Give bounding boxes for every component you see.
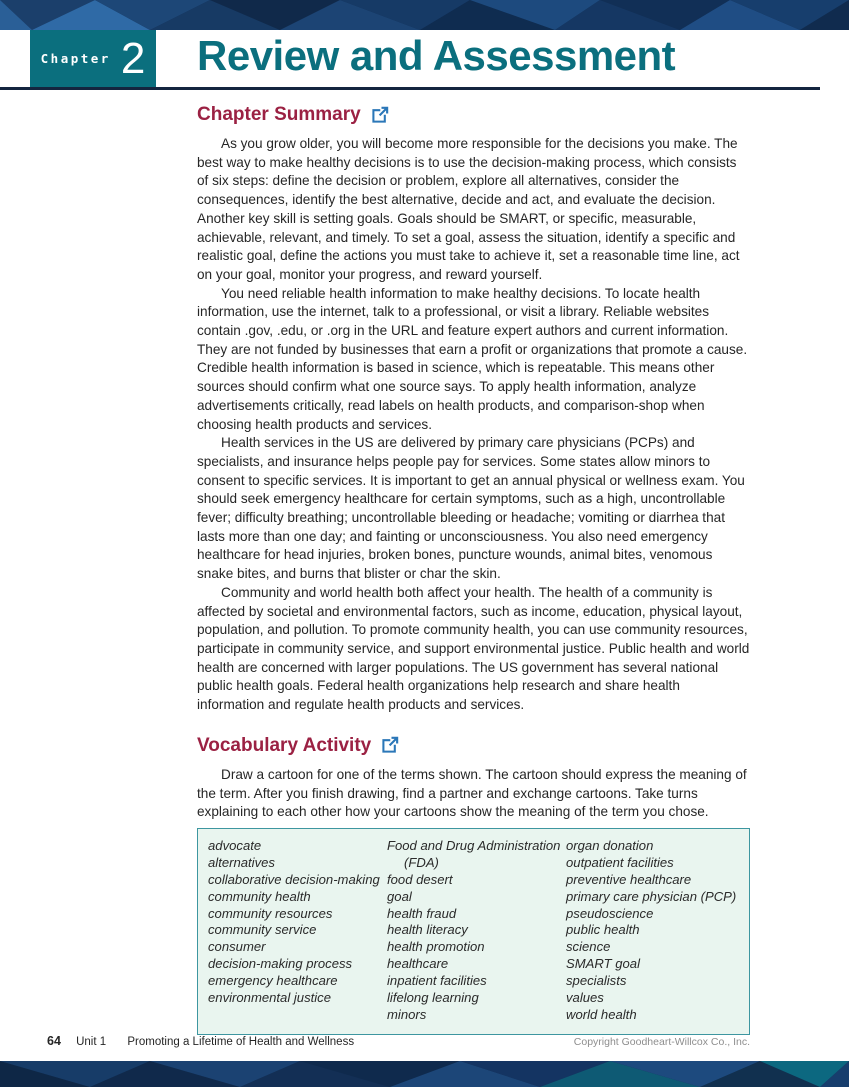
vocab-term: food desert [387,871,453,887]
summary-paragraph-2: You need reliable health information to make healthy decisions. To locate health information, use the internet, talk to a professional, or visit a library. Reliable websites contain .gov, .edu, or .org in the URL and feature expert authors and current information. They are not funded by businesses that earn a profit or organizations that promote a cause. Credible health information is based in science, which is repeatable. This means other sources should confirm what one source says. To apply health information, analyze advertisements critically, read labels on health products, and comparison-shop when choosing health products and services. [197,285,748,432]
footer-decoration-band [0,1061,849,1087]
vocabulary-activity-heading [197,735,750,757]
vocab-term: goal [387,888,412,904]
vocab-term: healthcare [387,956,449,972]
vocab-term: organ donation [566,837,654,853]
unit-label: Unit 1 [76,1036,107,1048]
chapter-tab [30,30,156,87]
chapter-summary-heading-text: Chapter Summary [197,104,361,125]
vocab-term: alternatives [208,854,275,870]
vocab-column-1 [208,838,387,1024]
vocab-term: public health [566,922,640,938]
vocab-term: outpatient facilities [566,854,674,870]
vocab-term: Food and Drug Administration (FDA) [387,837,561,870]
external-link-icon[interactable] [380,736,399,755]
page-footer [47,1034,750,1048]
vocab-term: lifelong learning [387,990,479,1006]
summary-paragraph-4: Community and world health both affect your health. The health of a community is affected by societal and environmental factors, such as income, education, physical layout, population, and pollution. To promote community health, you can use community resources, participate in community service, and support environmental justice. Public health and world health are concerned with larger populations. The US government has several national public health goals. Federal health organizations help research and share health information and regulate health products and services. [197,584,750,713]
vocab-term: pseudoscience [566,905,654,921]
vocab-term: specialists [566,973,627,989]
vocabulary-activity-heading-text: Vocabulary Activity [197,734,372,756]
vocabulary-intro: Draw a cartoon for one of the terms shown. The cartoon should express the meaning of the term. After you finish drawing, find a partner and exchange cartoons. Take turns explaining to each other how your cartoons show the meaning of the term you chose. [197,766,747,820]
vocab-term: health promotion [387,939,485,955]
vocab-column-2 [387,838,566,1024]
vocab-term: emergency healthcare [208,973,338,989]
copyright-notice: Copyright Goodheart-Willcox Co., Inc. [573,1036,750,1048]
vocabulary-box [197,828,750,1035]
vocab-term: SMART goal [566,956,640,972]
vocab-term: health literacy [387,922,468,938]
vocab-column-3 [566,838,745,1024]
vocab-term: minors [387,1006,427,1022]
vocab-term: community service [208,922,317,938]
vocab-term: primary care physician (PCP) [566,888,737,904]
vocab-term: inpatient facilities [387,973,487,989]
vocab-term: collaborative decision-making [208,871,380,887]
vocab-term: decision-making process [208,956,353,972]
page-number: 64 [47,1034,61,1048]
vocab-term: world health [566,1006,637,1022]
vocab-term: advocate [208,837,262,853]
external-link-icon[interactable] [370,106,389,125]
vocab-term: community health [208,888,311,904]
page-content [197,100,750,1035]
footer-left [47,1034,354,1048]
summary-paragraph-1: As you grow older, you will become more responsible for the decisions you make. The best way to make healthy decisions is to use the decision-making process, which consists of six steps: define the decision or problem, explore all alternatives, consider the consequences, identify the best alternative, decide and act, and evaluate the decision. Another key skill is setting goals. Goals should be SMART, or specific, measurable, achievable, relevant, and timely. To set a goal, assess the situation, identify a specific and realistic goal, define the actions you must take to achieve it, set a reasonable time line, act on your goal, monitor your progress, and reward yourself. [197,136,740,282]
chapter-number: 2 [120,33,146,83]
header-decoration-band [0,0,849,30]
unit-title: Promoting a Lifetime of Health and Wellness [127,1036,355,1048]
page-title: Review and Assessment [197,32,676,79]
vocab-term: values [566,990,604,1006]
vocab-term: preventive healthcare [566,871,692,887]
vocab-term: science [566,939,611,955]
header-rule [0,87,820,90]
vocab-term: consumer [208,939,266,955]
vocab-term: health fraud [387,905,457,921]
chapter-label: Chapter [40,51,111,66]
chapter-summary-heading [197,104,750,126]
summary-paragraph-3: Health services in the US are delivered by primary care physicians (PCPs) and specialists, and insurance helps people pay for services. Some states allow minors to consent to specific services. It is important to get an annual physical or wellness exam. You should seek emergency healthcare for certain symptoms, such as a high, uncontrollable fever; difficulty breathing; uncontrollable bleeding or headache; vomiting or diarrhea that lasts more than one day; and fainting or unconsciousness. You also need emergency healthcare for head injuries, broken bones, puncture wounds, animal bites, venomous snake bites, and burns that blister or char the skin. [197,435,745,582]
vocab-term: environmental justice [208,990,331,1006]
vocab-term: community resources [208,905,333,921]
